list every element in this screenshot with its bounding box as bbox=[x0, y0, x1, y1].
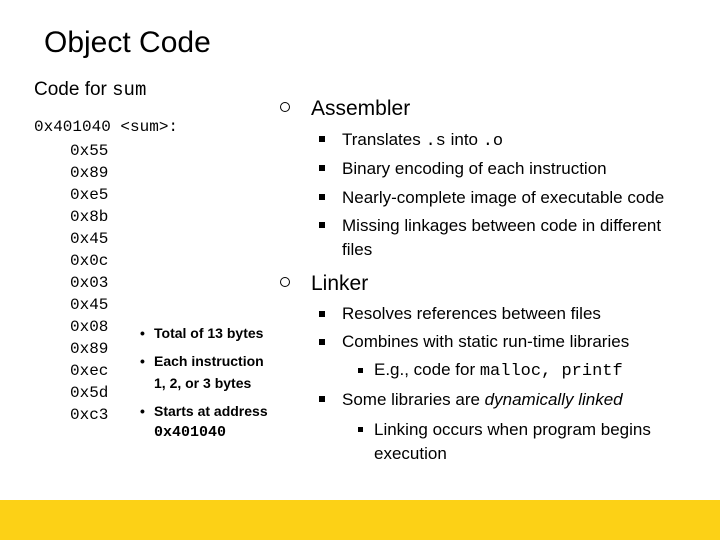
note-each-line1: Each instruction bbox=[154, 353, 264, 369]
small-square-bullet-icon bbox=[358, 368, 363, 373]
ring-bullet-icon bbox=[280, 277, 290, 287]
ring-bullet-icon bbox=[280, 102, 290, 112]
translates-mid: into bbox=[445, 130, 483, 149]
linker-item-resolves: Resolves references between files bbox=[342, 304, 601, 323]
square-bullet-icon bbox=[319, 396, 325, 402]
square-bullet-icon bbox=[319, 194, 325, 200]
linker-item-combines: Combines with static run-time libraries bbox=[342, 332, 630, 351]
printf-code: printf bbox=[561, 362, 623, 381]
bullet-dot: • bbox=[140, 353, 145, 369]
code-byte: 0x03 bbox=[70, 274, 109, 292]
code-byte: 0x89 bbox=[70, 164, 109, 182]
code-byte: 0x0c bbox=[70, 252, 109, 270]
code-byte: 0xe5 bbox=[70, 186, 109, 204]
bullet-dot: • bbox=[140, 325, 145, 341]
malloc-code: malloc bbox=[479, 362, 542, 381]
code-byte: 0x45 bbox=[70, 230, 109, 248]
code-byte: 0x8b bbox=[70, 208, 109, 226]
code-byte: 0x08 bbox=[70, 318, 109, 336]
note-start-text: Starts at address bbox=[154, 403, 268, 419]
eg-pre: E.g., code for bbox=[374, 360, 480, 379]
square-bullet-icon bbox=[319, 222, 325, 228]
ext-o: .o bbox=[482, 132, 504, 151]
code-heading bbox=[34, 80, 146, 100]
linker-subitem-eg bbox=[374, 358, 623, 383]
code-byte: 0x5d bbox=[70, 384, 109, 402]
linker-item-some bbox=[342, 388, 623, 411]
assembler-item-nearly: Nearly-complete image of executable code bbox=[342, 188, 665, 207]
square-bullet-icon bbox=[319, 136, 325, 142]
code-byte: 0xec bbox=[70, 362, 109, 380]
assembler-item-missing-line1: Missing linkages between code in different bbox=[342, 216, 662, 235]
note-start-address: 0x401040 bbox=[154, 424, 227, 441]
code-byte: 0xc3 bbox=[70, 406, 109, 424]
assembler-heading: Assembler bbox=[311, 97, 411, 120]
note-each-line2: 1, 2, or 3 bytes bbox=[154, 375, 252, 391]
note-each bbox=[134, 350, 294, 394]
code-notes bbox=[134, 322, 294, 444]
slide-title: Object Code bbox=[44, 26, 211, 59]
linker-subitem-linking-line1: Linking occurs when program begins bbox=[374, 420, 651, 439]
some-emphasis: dynamically linked bbox=[484, 390, 623, 409]
translates-pre: Translates bbox=[342, 130, 426, 149]
eg-comma: , bbox=[541, 362, 562, 381]
note-start bbox=[134, 400, 294, 444]
code-byte: 0x45 bbox=[70, 296, 109, 314]
code-byte: 0x89 bbox=[70, 340, 109, 358]
linker-heading: Linker bbox=[311, 272, 369, 295]
assembler-item-translates bbox=[342, 128, 503, 153]
assembler-item-binary: Binary encoding of each instruction bbox=[342, 159, 607, 178]
bullet-dot: • bbox=[140, 403, 145, 419]
linker-subitem-linking-line2: execution bbox=[374, 444, 447, 463]
code-byte: 0x55 bbox=[70, 142, 109, 160]
square-bullet-icon bbox=[319, 165, 325, 171]
ext-s: .s bbox=[425, 132, 446, 151]
code-address-line: 0x401040 <sum>: bbox=[34, 118, 179, 136]
code-bytes-list bbox=[70, 140, 130, 426]
assembler-item-missing-line2: files bbox=[342, 240, 373, 259]
square-bullet-icon bbox=[319, 311, 325, 317]
note-total bbox=[134, 322, 294, 344]
note-total-text: Total of 13 bytes bbox=[154, 325, 264, 341]
some-pre: Some libraries are bbox=[342, 390, 485, 409]
small-square-bullet-icon bbox=[358, 427, 363, 432]
footer-bar bbox=[0, 500, 720, 540]
function-name: sum bbox=[112, 79, 147, 101]
square-bullet-icon bbox=[319, 339, 325, 345]
code-heading-text: Code for bbox=[34, 79, 113, 100]
